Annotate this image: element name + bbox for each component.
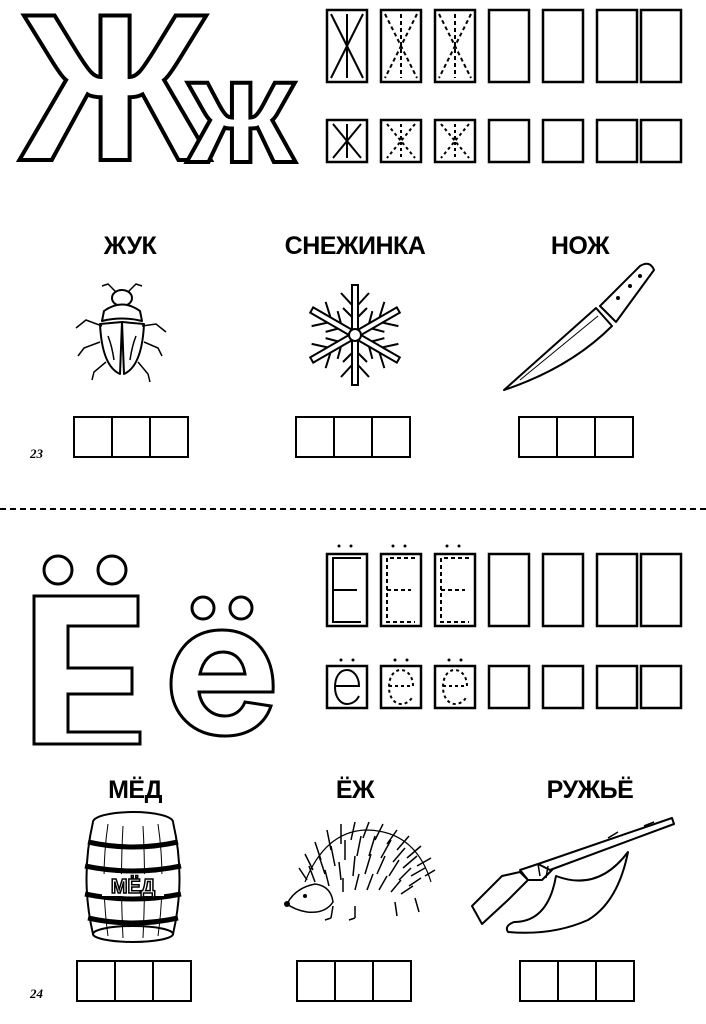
letter-cell[interactable]: [149, 416, 189, 458]
honey-barrel-picture: [78, 808, 198, 948]
letter-cell[interactable]: [111, 416, 151, 458]
tracing-grid-yo-lower[interactable]: [325, 656, 685, 712]
snowflake-picture: [300, 280, 410, 390]
word-zhuk: ЖУК: [103, 232, 157, 260]
big-letter-yo-lower: [165, 590, 285, 750]
knife-picture: [500, 258, 660, 398]
letter-cell[interactable]: [556, 416, 596, 458]
letter-cell[interactable]: [296, 960, 336, 1002]
word-snezhinka: СНЕЖИНКА: [284, 232, 426, 260]
dashed-cut-line: [0, 508, 706, 510]
letter-cell[interactable]: [594, 416, 634, 458]
barrel-label-text: МЁД: [110, 876, 156, 898]
word-boxes-ruzhyo[interactable]: [519, 960, 635, 1002]
big-letter-zh-lower: [188, 26, 338, 194]
word-ruzhyo: РУЖЬЁ: [546, 776, 634, 804]
big-letter-zh-upper-text: Ж: [20, 0, 210, 205]
letter-cell[interactable]: [114, 960, 154, 1002]
word-myod: МЁД: [108, 776, 162, 804]
letter-cell[interactable]: [76, 960, 116, 1002]
word-boxes-snezhinka[interactable]: [295, 416, 411, 458]
word-yozh: ЁЖ: [335, 776, 375, 804]
word-nozh: НОЖ: [550, 232, 610, 260]
letter-cell[interactable]: [73, 416, 113, 458]
letter-cell[interactable]: [333, 416, 373, 458]
word-boxes-myod[interactable]: [76, 960, 192, 1002]
letter-cell[interactable]: [152, 960, 192, 1002]
beetle-picture: [72, 276, 172, 386]
letter-cell[interactable]: [334, 960, 374, 1002]
page-number-24: 24: [30, 986, 43, 1001]
tracing-grid-zh-lower[interactable]: [325, 118, 685, 168]
big-letter-yo-upper: [28, 548, 158, 748]
page-number-23: 23: [30, 446, 43, 461]
word-boxes-nozh[interactable]: [518, 416, 634, 458]
rifle-picture: [468, 812, 688, 942]
letter-cell[interactable]: [519, 960, 559, 1002]
letter-cell[interactable]: [595, 960, 635, 1002]
letter-cell[interactable]: [295, 416, 335, 458]
letter-cell[interactable]: [518, 416, 558, 458]
letter-cell[interactable]: [372, 960, 412, 1002]
big-letter-zh-lower-text: ж: [188, 26, 295, 194]
letter-cell[interactable]: [557, 960, 597, 1002]
tracing-grid-zh-upper[interactable]: [325, 8, 685, 88]
hedgehog-picture: [285, 822, 435, 922]
word-boxes-yozh[interactable]: [296, 960, 412, 1002]
tracing-grid-yo-upper[interactable]: [325, 540, 685, 630]
letter-cell[interactable]: [371, 416, 411, 458]
word-boxes-zhuk[interactable]: [73, 416, 189, 458]
